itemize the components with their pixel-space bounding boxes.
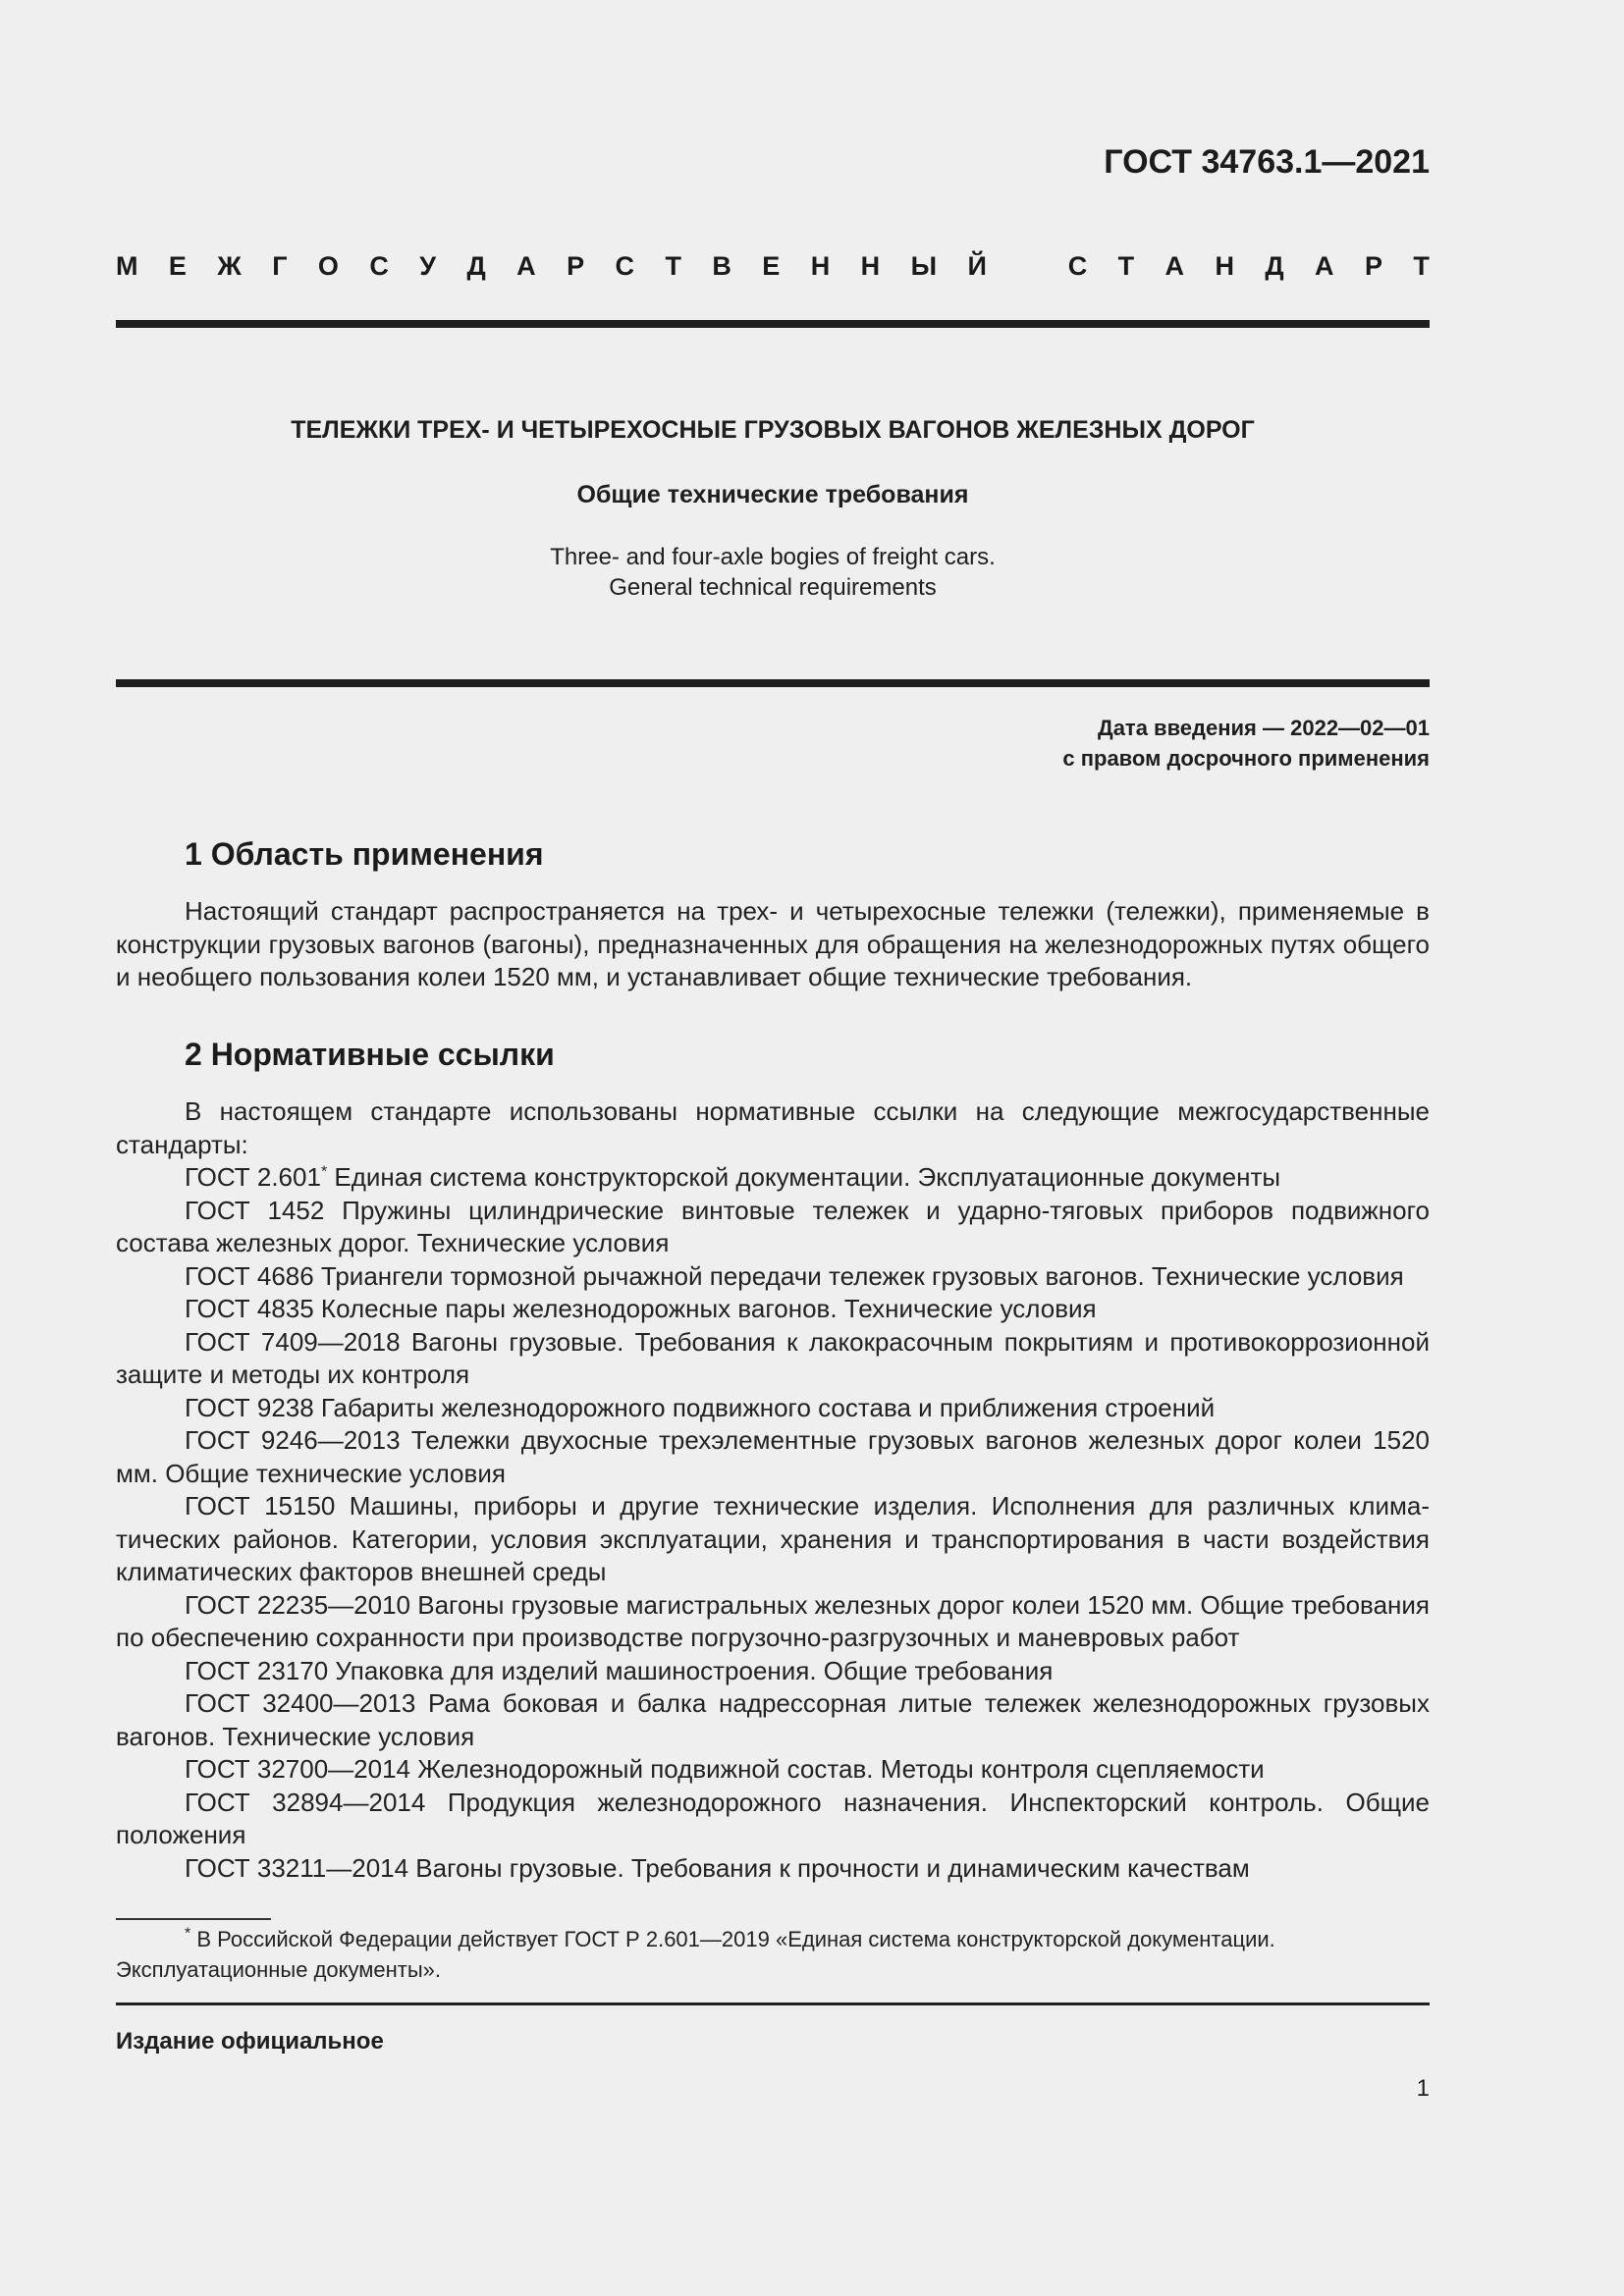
english-title-line-1: Three- and four-axle bogies of freight cars. bbox=[550, 544, 996, 570]
reference-title: Железнодорожный подвижной состав. Методы контроля сцепляемости bbox=[410, 1754, 1265, 1784]
early-application-note: с правом досрочного применения bbox=[1062, 746, 1430, 771]
top-rule bbox=[116, 320, 1430, 328]
introduction-date: Дата введения — 2022—02—01 bbox=[1098, 716, 1430, 740]
footer-rule bbox=[116, 2002, 1430, 2005]
reference-code: ГОСТ 33211—2014 bbox=[185, 1852, 409, 1883]
reference-title: Тележки двухосные трехэлементные грузовых вагонов железных дорог колеи 1520 мм. Общие технические условия bbox=[116, 1425, 1430, 1488]
reference-title: Вагоны грузовые магистральных железных дорог колеи 1520 мм. Общие требования по обеспечению сохранности при производстве погрузочно-разгрузочных и маневровых работ bbox=[116, 1589, 1430, 1652]
interstate-letter: Е bbox=[168, 251, 187, 281]
reference-title: Колесные пары железнодорожных вагонов. Технические условия bbox=[313, 1294, 1097, 1323]
reference-item bbox=[116, 1787, 1430, 1852]
section-1-body bbox=[116, 895, 1430, 994]
footnote bbox=[116, 1924, 1430, 1985]
reference-title: Габариты железнодорожного подвижного состава и приближения строений bbox=[313, 1392, 1216, 1422]
interstate-letter: Т bbox=[665, 251, 681, 281]
document-subtitle: Общие технические требования bbox=[576, 481, 969, 508]
references-intro: В настоящем стандарте использованы нормативные ссылки на следующие межгосударственные стандарты: bbox=[116, 1096, 1430, 1159]
reference-item bbox=[116, 1424, 1430, 1490]
interstate-letter: У bbox=[419, 251, 437, 281]
interstate-letter: Ы bbox=[910, 251, 938, 281]
normative-references bbox=[116, 1095, 1430, 1885]
reference-code: ГОСТ 22235—2010 bbox=[185, 1589, 411, 1620]
reference-code: ГОСТ 9246—2013 bbox=[185, 1425, 401, 1455]
interstate-letter: Д bbox=[1265, 251, 1284, 281]
interstate-letter: А bbox=[516, 251, 536, 281]
reference-item bbox=[116, 1195, 1430, 1260]
footnote-text: В Российской Федерации действует ГОСТ Р 2.601—2019 «Единая система конструкторской документации. Эксплуатационные документы». bbox=[116, 1927, 1275, 1982]
interstate-letter: С bbox=[369, 251, 389, 281]
reference-code: ГОСТ 1452 bbox=[185, 1195, 325, 1225]
reference-item bbox=[116, 1655, 1430, 1688]
reference-title: Упаковка для изделий машиностроения. Общие требования bbox=[328, 1655, 1054, 1685]
interstate-letter: Н bbox=[860, 251, 881, 281]
reference-title: Машины, приборы и другие технические изделия. Исполнения для различных климатических районов. Категории, условия эксплуатации, хранения и транспортирования в части воздействия климатических факторов внешней среды bbox=[116, 1491, 1430, 1586]
reference-code: ГОСТ 23170 bbox=[185, 1655, 329, 1685]
reference-code: ГОСТ 4686 bbox=[185, 1260, 314, 1291]
interstate-letter: Н bbox=[1215, 251, 1234, 281]
reference-code: ГОСТ 32400—2013 bbox=[185, 1688, 416, 1718]
reference-title: Рама боковая и балка надрессорная литые тележек железнодорожных грузовых вагонов. Технические условия bbox=[116, 1688, 1430, 1751]
interstate-letter: С bbox=[615, 251, 635, 281]
reference-item bbox=[116, 1490, 1430, 1589]
interstate-letter: Ж bbox=[217, 251, 242, 281]
reference-code: ГОСТ 7409—2018 bbox=[185, 1326, 401, 1357]
interstate-letter: Г bbox=[272, 251, 288, 281]
section-1-paragraph: Настоящий стандарт распространяется на трех- и четырехосные тележки (тележки), применяемые в конструкции грузовых вагонов (вагоны), предназначенных для обращения на железнодорожных путях общего и необщего пользования колеи 1520 мм, и устанавливает общие технические требования. bbox=[116, 896, 1430, 991]
document-title: ТЕЛЕЖКИ ТРЕХ- И ЧЕТЫРЕХОСНЫЕ ГРУЗОВЫХ ВАГОНОВ ЖЕЛЕЗНЫХ ДОРОГ bbox=[291, 416, 1255, 444]
reference-item bbox=[116, 1293, 1430, 1326]
interstate-letter: Е bbox=[762, 251, 781, 281]
reference-title: Пружины цилиндрические винтовые тележек и ударно-тяговых приборов подвижного состава железных дорог. Технические условия bbox=[116, 1195, 1430, 1257]
reference-item bbox=[116, 1589, 1430, 1655]
interstate-gap bbox=[1017, 251, 1037, 282]
interstate-letter: Т bbox=[1117, 251, 1135, 281]
footnote-mark: * bbox=[185, 1925, 191, 1943]
reference-code: ГОСТ 9238 bbox=[185, 1392, 314, 1422]
reference-item bbox=[116, 1326, 1430, 1392]
title-rule bbox=[116, 679, 1430, 687]
reference-title: Триангели тормозной рычажной передачи тележек грузовых вагонов. Технические условия bbox=[313, 1260, 1404, 1291]
reference-item bbox=[116, 1687, 1430, 1753]
interstate-letter: А bbox=[1315, 251, 1334, 281]
reference-title: Вагоны грузовые. Требования к прочности и динамическим качествам bbox=[408, 1852, 1250, 1883]
reference-item bbox=[116, 1161, 1430, 1195]
interstate-letter: Т bbox=[1413, 251, 1430, 281]
reference-item bbox=[116, 1753, 1430, 1787]
interstate-standard-heading bbox=[116, 251, 1430, 282]
interstate-letter: Н bbox=[810, 251, 831, 281]
interstate-letter: С bbox=[1067, 251, 1088, 281]
reference-code: ГОСТ 32700—2014 bbox=[185, 1754, 411, 1784]
interstate-letter: Р bbox=[1364, 251, 1382, 281]
interstate-letter: Й bbox=[967, 251, 987, 281]
reference-title: Продукция железнодорожного назначения. Инспекторский контроль. Общие положения bbox=[116, 1787, 1430, 1849]
reference-code: ГОСТ 32894—2014 bbox=[185, 1787, 426, 1817]
reference-item bbox=[116, 1852, 1430, 1886]
interstate-letter: В bbox=[712, 251, 731, 281]
introduction-date-block bbox=[1062, 713, 1430, 774]
interstate-letter: О bbox=[317, 251, 339, 281]
interstate-letter: Д bbox=[466, 251, 486, 281]
official-edition-label: Издание официальное bbox=[116, 2028, 384, 2055]
section-2-heading: 2 Нормативные ссылки bbox=[185, 1037, 555, 1072]
english-title-line-2: General technical requirements bbox=[609, 574, 937, 601]
reference-code: ГОСТ 4835 bbox=[185, 1294, 314, 1323]
reference-code: ГОСТ 2.601 bbox=[185, 1162, 321, 1192]
standard-number: ГОСТ 34763.1—2021 bbox=[1104, 143, 1430, 181]
english-title bbox=[116, 542, 1430, 603]
interstate-letter: А bbox=[1164, 251, 1185, 281]
reference-footnote-mark: * bbox=[320, 1163, 328, 1181]
reference-item bbox=[116, 1392, 1430, 1425]
section-1-heading: 1 Область применения bbox=[185, 836, 544, 872]
footnote-separator bbox=[116, 1918, 271, 1920]
reference-title: Единая система конструкторской документации. Эксплуатационные документы bbox=[327, 1162, 1281, 1192]
reference-title: Вагоны грузовые. Требования к лакокрасочным покрытиям и противокоррозионной защите и методы их контроля bbox=[116, 1326, 1430, 1389]
reference-code: ГОСТ 15150 bbox=[185, 1491, 336, 1521]
reference-list bbox=[116, 1161, 1430, 1885]
interstate-letter: Р bbox=[567, 251, 585, 281]
interstate-letter: М bbox=[116, 251, 138, 281]
page-number: 1 bbox=[1416, 2075, 1430, 2102]
reference-item bbox=[116, 1260, 1430, 1294]
